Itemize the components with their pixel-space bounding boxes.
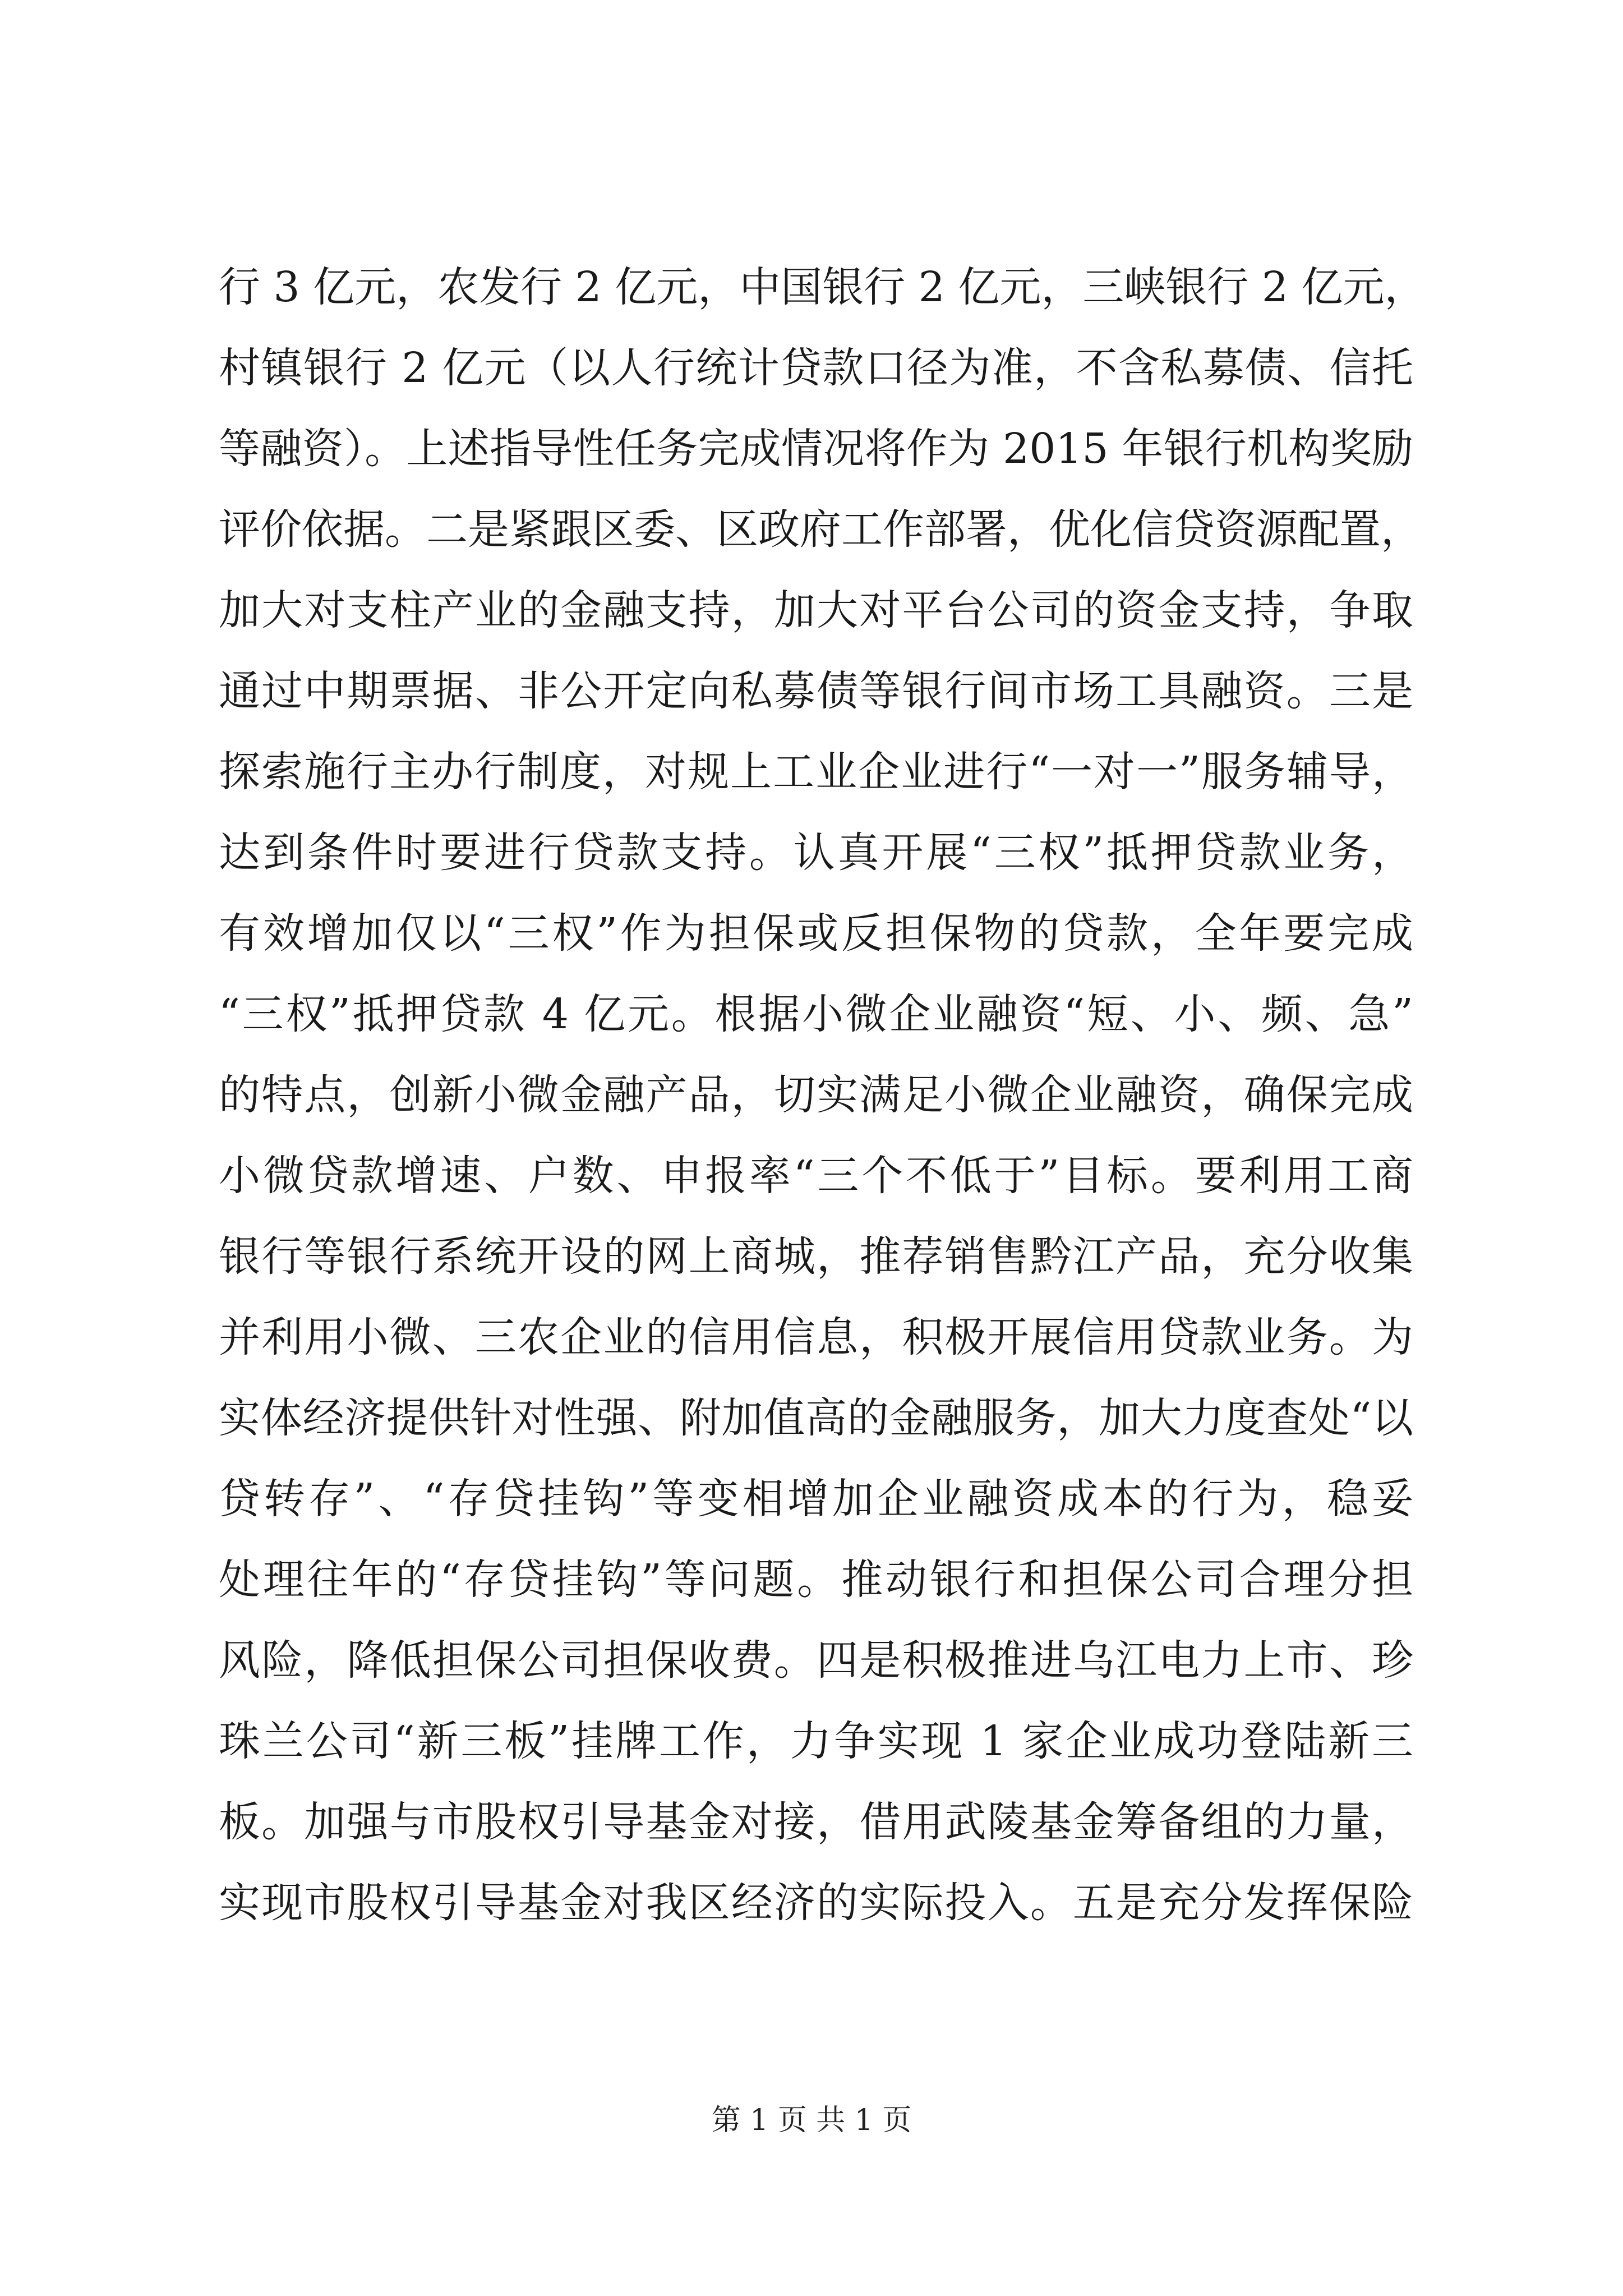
text-line: 珠兰公司“新三板”挂牌工作，力争实现 1 家企业成功登陆新三 (219, 1717, 1413, 1765)
text-line: 探索施行主办行制度，对规上工业企业进行“一对一”服务辅导， (219, 748, 1413, 796)
text-line: 有效增加仅以“三权”作为担保或反担保物的贷款，全年要完成 (219, 909, 1413, 958)
text-line: 的特点，创新小微金融产品，切实满足小微企业融资，确保完成 (219, 1071, 1413, 1119)
text-line: 等融资）。上述指导性任务完成情况将作为 2015 年银行机构奖励 (219, 425, 1413, 473)
text-line: “三权”抵押贷款 4 亿元。根据小微企业融资“短、小、频、急” (219, 990, 1413, 1038)
text-line: 村镇银行 2 亿元（以人行统计贷款口径为准，不含私募债、信托 (219, 344, 1413, 392)
text-line: 实现市股权引导基金对我区经济的实际投入。五是充分发挥保险 (219, 1879, 1413, 1927)
text-line: 达到条件时要进行贷款支持。认真开展“三权”抵押贷款业务， (219, 829, 1413, 877)
text-line: 小微贷款增速、户数、申报率“三个不低于”目标。要利用工商 (219, 1152, 1413, 1200)
text-line: 评价依据。二是紧跟区委、区政府工作部署，优化信贷资源配置， (219, 505, 1422, 554)
body-text (219, 247, 1426, 1943)
text-line: 银行等银行系统开设的网上商城，推荐销售黔江产品，充分收集 (219, 1232, 1413, 1281)
text-line: 行 3 亿元，农发行 2 亿元，中国银行 2 亿元，三峡银行 2 亿元， (219, 263, 1426, 311)
text-line: 并利用小微、三农企业的信用信息，积极开展信用贷款业务。为 (219, 1313, 1413, 1361)
text-line: 板。加强与市股权引导基金对接，借用武陵基金筹备组的力量， (219, 1798, 1413, 1846)
page-number-footer: 第 1 页 共 1 页 (711, 2104, 912, 2137)
text-line: 实体经济提供针对性强、附加值高的金融服务，加大力度查处“以 (219, 1394, 1413, 1442)
text-line: 通过中期票据、非公开定向私募债等银行间市场工具融资。三是 (219, 667, 1413, 715)
text-line: 风险，降低担保公司担保收费。四是积极推进乌江电力上市、珍 (219, 1636, 1413, 1685)
text-line: 加大对支柱产业的金融支持，加大对平台公司的资金支持，争取 (219, 586, 1413, 634)
text-line: 贷转存”、“存贷挂钩”等变相增加企业融资成本的行为，稳妥 (219, 1475, 1413, 1523)
text-line: 处理往年的“存贷挂钩”等问题。推动银行和担保公司合理分担 (219, 1556, 1413, 1604)
